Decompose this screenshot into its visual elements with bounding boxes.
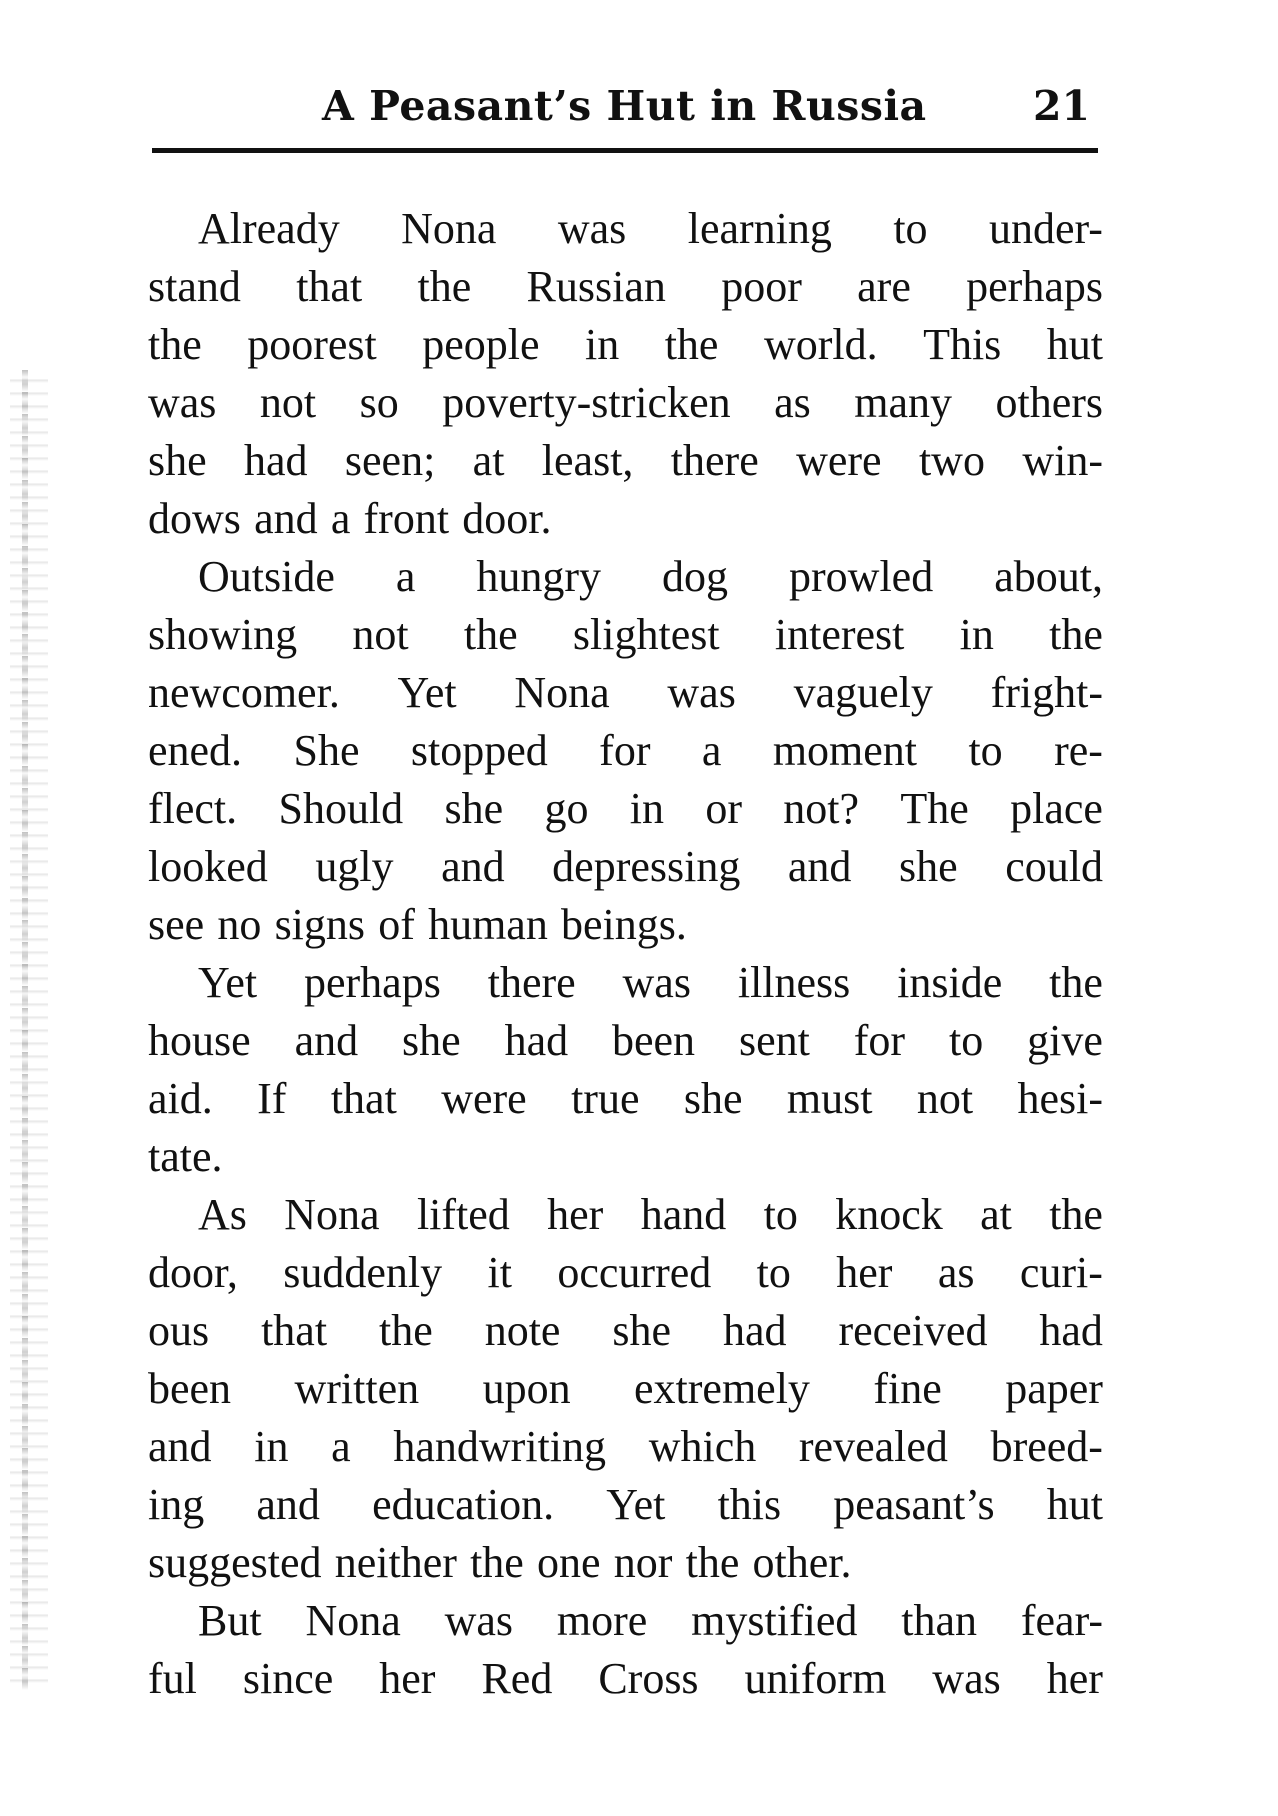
- word: so: [359, 378, 399, 427]
- word: to: [893, 204, 928, 253]
- word: Nona: [401, 204, 497, 253]
- text-line: [148, 1070, 1103, 1128]
- word: the: [417, 262, 472, 311]
- word: aid.: [148, 1074, 213, 1123]
- word: the: [1049, 958, 1103, 1007]
- word: in: [585, 320, 620, 369]
- word: at: [472, 436, 505, 485]
- text-line: [148, 432, 1103, 490]
- word: extremely: [634, 1364, 810, 1413]
- word: human: [428, 900, 548, 949]
- word: go: [544, 784, 589, 833]
- word: people: [422, 320, 540, 369]
- word: had: [722, 1306, 787, 1355]
- word: not: [352, 610, 409, 659]
- text-line: [148, 896, 1103, 954]
- word: at: [980, 1190, 1012, 1239]
- word: ugly: [315, 842, 394, 891]
- text-line: [148, 316, 1103, 374]
- binding-gutter-marks: [10, 370, 48, 1690]
- word: tate.: [148, 1132, 223, 1181]
- word: Yet: [397, 668, 457, 717]
- word: flect.: [148, 784, 238, 833]
- text-line: [148, 1360, 1103, 1418]
- word: she: [612, 1306, 672, 1355]
- word: signs: [274, 900, 366, 949]
- word: Nona: [284, 1190, 380, 1239]
- word: received: [838, 1306, 988, 1355]
- word: to: [948, 1016, 984, 1065]
- word: had: [1039, 1306, 1103, 1355]
- word: this: [717, 1480, 782, 1529]
- word: true: [571, 1074, 640, 1123]
- word: lifted: [416, 1190, 510, 1239]
- word: sent: [738, 1016, 810, 1065]
- word: and: [294, 1016, 359, 1065]
- word: neither: [334, 1538, 457, 1587]
- word: and: [787, 842, 852, 891]
- word: peasant’s: [833, 1480, 995, 1529]
- word: least,: [541, 436, 634, 485]
- word: hut: [1046, 1480, 1103, 1529]
- word: of: [378, 900, 415, 949]
- word: was: [148, 378, 217, 427]
- word: for: [853, 1016, 906, 1065]
- word: a: [331, 1422, 351, 1471]
- word: perhaps: [966, 262, 1103, 311]
- text-line: [148, 490, 1103, 548]
- text-line: [148, 722, 1103, 780]
- word: note: [484, 1306, 561, 1355]
- word: had: [244, 436, 308, 485]
- word: perhaps: [304, 958, 441, 1007]
- word: the: [148, 320, 202, 369]
- word: fright-: [990, 668, 1103, 717]
- text-line: [148, 1186, 1103, 1244]
- word: about,: [994, 552, 1103, 601]
- word: win-: [1022, 436, 1103, 485]
- word: uniform: [744, 1654, 887, 1703]
- word: were: [796, 436, 882, 485]
- word: that: [330, 1074, 397, 1123]
- word: a: [395, 552, 416, 601]
- text-line: [148, 548, 1103, 606]
- text-line: [148, 1128, 1103, 1186]
- word: place: [1010, 784, 1103, 833]
- word: upon: [482, 1364, 571, 1413]
- running-header: [152, 82, 1098, 142]
- word: one: [537, 1538, 601, 1587]
- text-line: [148, 954, 1103, 1012]
- text-line: [148, 1302, 1103, 1360]
- word: paper: [1005, 1364, 1103, 1413]
- word: stand: [148, 262, 241, 311]
- word: there: [670, 436, 759, 485]
- word: Nona: [305, 1596, 401, 1645]
- word: the: [685, 1538, 740, 1587]
- word: see: [148, 900, 205, 949]
- word: as: [774, 378, 811, 427]
- word: been: [612, 1016, 696, 1065]
- word: illness: [737, 958, 851, 1007]
- header-rule: [152, 148, 1098, 153]
- text-line: [148, 1534, 1103, 1592]
- word: hesi-: [1017, 1074, 1103, 1123]
- word: that: [261, 1306, 328, 1355]
- word: looked: [148, 842, 268, 891]
- word: not?: [783, 784, 860, 833]
- word: the: [470, 1538, 524, 1587]
- word: a: [330, 494, 351, 543]
- word: for: [599, 726, 651, 775]
- word: was: [557, 204, 627, 253]
- word: curi-: [1019, 1248, 1103, 1297]
- word: revealed: [798, 1422, 948, 1471]
- word: mystified: [691, 1596, 858, 1645]
- word: house: [148, 1016, 251, 1065]
- running-title: A Peasant’s Hut in Russia: [322, 82, 927, 130]
- word: that: [296, 262, 363, 311]
- word: poverty-stricken: [442, 378, 731, 427]
- word: knock: [835, 1190, 943, 1239]
- word: she: [402, 1016, 461, 1065]
- text-line: [148, 200, 1103, 258]
- text-line: [148, 606, 1103, 664]
- word: more: [556, 1596, 648, 1645]
- word: were: [441, 1074, 527, 1123]
- word: not: [259, 378, 317, 427]
- word: to: [756, 1248, 791, 1297]
- word: the: [463, 610, 518, 659]
- word: ing: [148, 1480, 205, 1529]
- word: seen;: [344, 436, 436, 485]
- word: and: [148, 1422, 212, 1471]
- text-line: [148, 838, 1103, 896]
- word: was: [444, 1596, 514, 1645]
- word: ened.: [148, 726, 243, 775]
- word: which: [648, 1422, 757, 1471]
- word: other.: [752, 1538, 852, 1587]
- word: was: [667, 668, 736, 717]
- word: hungry: [476, 552, 602, 601]
- word: as: [937, 1248, 975, 1297]
- word: in: [254, 1422, 289, 1471]
- word: front: [363, 494, 450, 543]
- word: handwriting: [393, 1422, 606, 1471]
- text-line: [148, 374, 1103, 432]
- word: She: [293, 726, 360, 775]
- word: her: [547, 1190, 604, 1239]
- word: moment: [772, 726, 918, 775]
- word: since: [242, 1654, 334, 1703]
- word: or: [705, 784, 742, 833]
- word: suddenly: [283, 1248, 443, 1297]
- text-line: [148, 258, 1103, 316]
- word: could: [1005, 842, 1103, 891]
- word: she: [444, 784, 504, 833]
- word: vaguely: [793, 668, 933, 717]
- word: Yet: [198, 958, 258, 1007]
- word: a: [701, 726, 722, 775]
- word: was: [622, 958, 691, 1007]
- word: was: [932, 1654, 1001, 1703]
- text-line: [148, 1650, 1103, 1708]
- word: fear-: [1020, 1596, 1103, 1645]
- word: door.: [462, 494, 552, 543]
- word: two: [918, 436, 985, 485]
- word: to: [763, 1190, 798, 1239]
- word: others: [995, 378, 1103, 427]
- word: her: [836, 1248, 893, 1297]
- word: world.: [763, 320, 878, 369]
- word: ous: [148, 1306, 210, 1355]
- word: been: [148, 1364, 232, 1413]
- word: The: [900, 784, 969, 833]
- word: the: [378, 1306, 433, 1355]
- word: slightest: [572, 610, 720, 659]
- word: Red: [481, 1654, 553, 1703]
- word: had: [504, 1016, 569, 1065]
- word: nor: [613, 1538, 673, 1587]
- word: door,: [148, 1248, 238, 1297]
- word: As: [198, 1190, 247, 1239]
- word: in: [959, 610, 994, 659]
- page-number: 21: [1032, 82, 1090, 130]
- word: inside: [897, 958, 1003, 1007]
- word: than: [901, 1596, 977, 1645]
- word: there: [487, 958, 576, 1007]
- word: Russian: [526, 262, 666, 311]
- word: This: [923, 320, 1002, 369]
- text-line: [148, 1012, 1103, 1070]
- word: poorest: [247, 320, 377, 369]
- word: in: [629, 784, 665, 833]
- word: suggested: [148, 1538, 322, 1587]
- word: dows: [148, 494, 241, 543]
- word: no: [217, 900, 262, 949]
- word: breed-: [990, 1422, 1103, 1471]
- word: not: [916, 1074, 974, 1123]
- word: give: [1027, 1016, 1103, 1065]
- word: and: [256, 1480, 320, 1529]
- word: many: [854, 378, 952, 427]
- word: showing: [148, 610, 298, 659]
- word: learning: [687, 204, 832, 253]
- word: beings.: [561, 900, 687, 949]
- word: to: [968, 726, 1003, 775]
- word: Should: [278, 784, 404, 833]
- word: Yet: [606, 1480, 666, 1529]
- word: If: [257, 1074, 287, 1123]
- word: fine: [873, 1364, 942, 1413]
- text-line: [148, 664, 1103, 722]
- text-line: [148, 1418, 1103, 1476]
- word: and: [254, 494, 318, 543]
- word: depressing: [552, 842, 741, 891]
- word: it: [487, 1248, 512, 1297]
- word: the: [1049, 610, 1103, 659]
- word: interest: [774, 610, 905, 659]
- word: she: [898, 842, 958, 891]
- word: newcomer.: [148, 668, 340, 717]
- word: under-: [988, 204, 1103, 253]
- word: and: [441, 842, 505, 891]
- text-line: [148, 1592, 1103, 1650]
- word: she: [683, 1074, 743, 1123]
- word: she: [148, 436, 207, 485]
- word: re-: [1054, 726, 1103, 775]
- word: Outside: [198, 552, 335, 601]
- word: hand: [640, 1190, 727, 1239]
- word: Nona: [514, 668, 610, 717]
- word: hut: [1046, 320, 1103, 369]
- word: are: [857, 262, 911, 311]
- word: poor: [721, 262, 802, 311]
- word: education.: [372, 1480, 555, 1529]
- word: her: [379, 1654, 436, 1703]
- word: dog: [662, 552, 729, 601]
- word: the: [664, 320, 719, 369]
- text-line: [148, 1476, 1103, 1534]
- word: her: [1046, 1654, 1103, 1703]
- text-line: [148, 780, 1103, 838]
- word: stopped: [410, 726, 548, 775]
- text-line: [148, 1244, 1103, 1302]
- word: ful: [148, 1654, 197, 1703]
- body-text: [148, 200, 1103, 1708]
- word: written: [294, 1364, 420, 1413]
- word: Already: [198, 204, 340, 253]
- word: Cross: [598, 1654, 699, 1703]
- word: must: [786, 1074, 873, 1123]
- word: But: [198, 1596, 262, 1645]
- word: occurred: [557, 1248, 712, 1297]
- word: prowled: [789, 552, 934, 601]
- word: the: [1049, 1190, 1103, 1239]
